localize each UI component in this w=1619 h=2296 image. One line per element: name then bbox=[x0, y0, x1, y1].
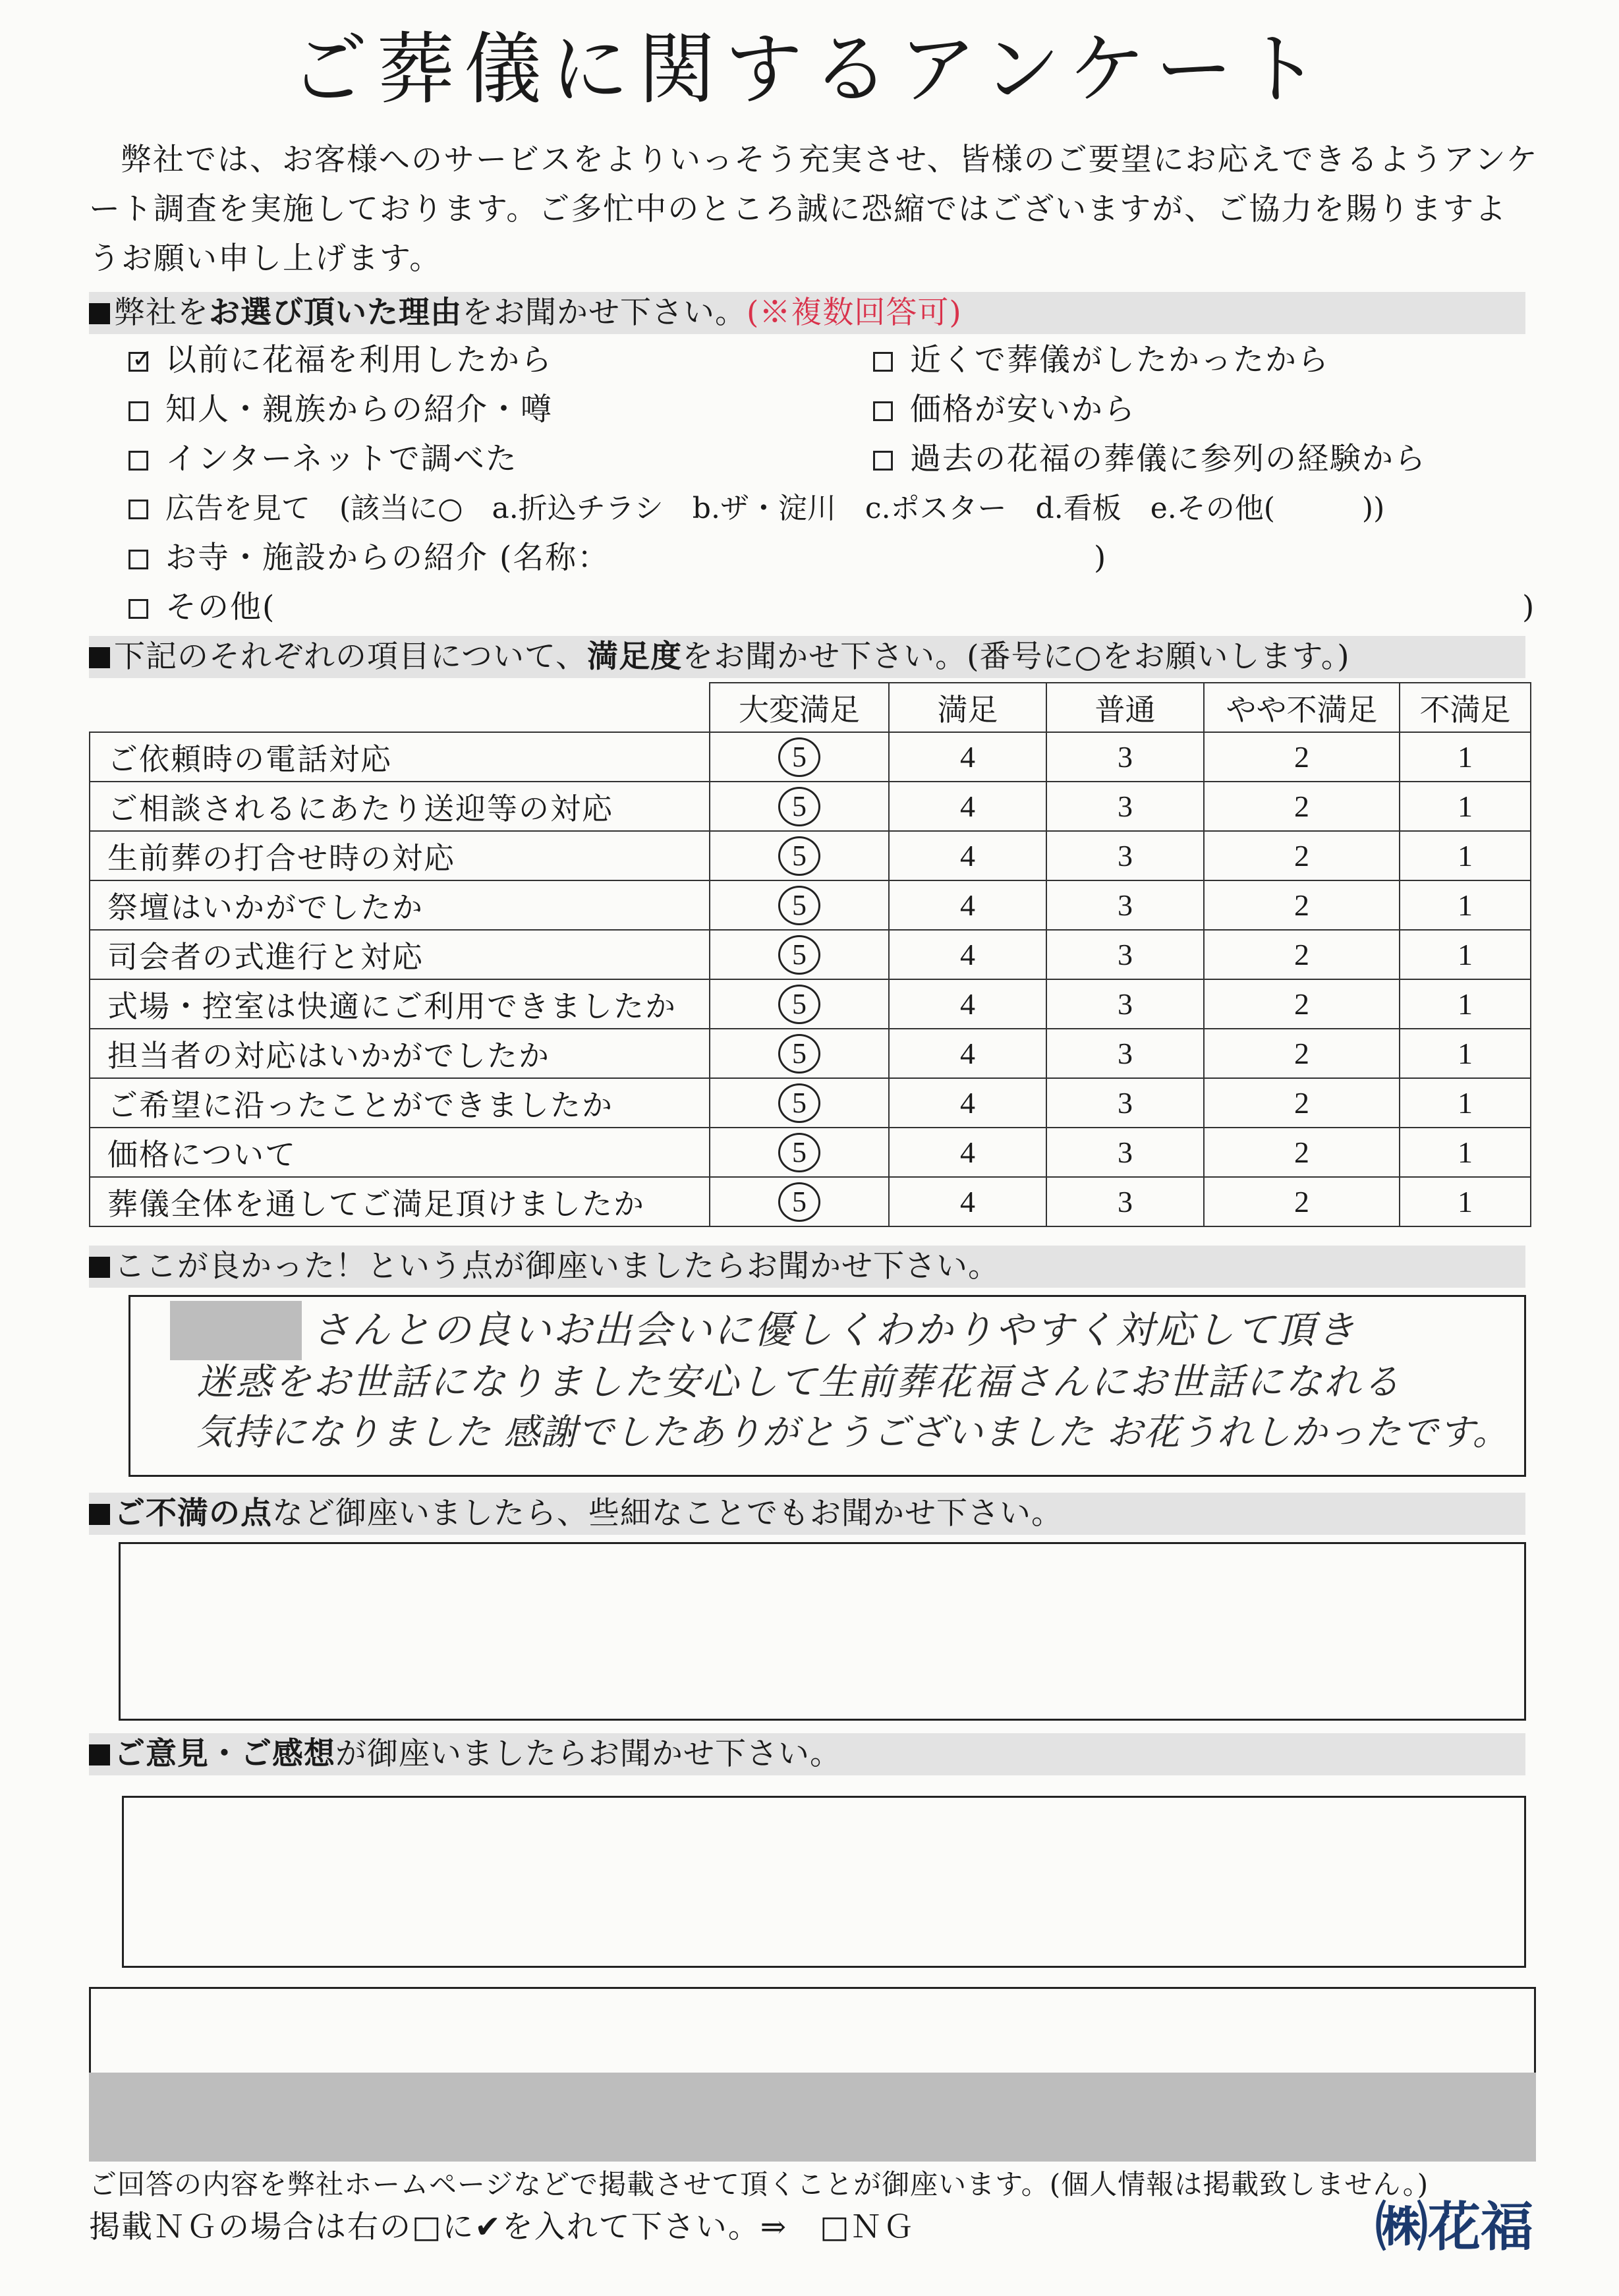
score-cell[interactable] bbox=[710, 782, 889, 831]
section-reason-prefix: 弊社を bbox=[114, 295, 209, 331]
option-past-attendance[interactable] bbox=[873, 438, 1427, 480]
score-option: 3 bbox=[1118, 1037, 1133, 1070]
header-blank bbox=[90, 683, 710, 732]
score-option: 2 bbox=[1294, 888, 1309, 922]
column-header: やや不満足 bbox=[1204, 683, 1400, 732]
close-paren: ) bbox=[1522, 589, 1536, 625]
score-cell[interactable] bbox=[1400, 1029, 1531, 1078]
company-logo: ㈱花福 bbox=[1375, 2196, 1533, 2258]
table-row bbox=[90, 831, 1531, 880]
question-cell: ご依頼時の電話対応 bbox=[90, 732, 710, 782]
score-option: 1 bbox=[1458, 1086, 1473, 1120]
score-cell[interactable] bbox=[889, 880, 1046, 930]
score-cell[interactable] bbox=[1400, 1128, 1531, 1177]
section-satisfaction-suffix: をお聞かせ下さい。(番号に○をお願いします。) bbox=[682, 639, 1350, 675]
score-cell[interactable] bbox=[1400, 831, 1531, 880]
score-cell[interactable] bbox=[1046, 732, 1204, 782]
section-marker-icon bbox=[89, 303, 110, 324]
option-label: 近くで葬儀がしたかったから bbox=[910, 342, 1330, 378]
table-row bbox=[90, 782, 1531, 831]
section-opinions-bold: ご意見・ご感想 bbox=[114, 1736, 335, 1772]
score-option: 1 bbox=[1458, 888, 1473, 922]
page-title: ご葬儀に関するアンケート bbox=[290, 24, 1329, 115]
score-option: 3 bbox=[1118, 888, 1133, 922]
score-cell[interactable] bbox=[1204, 1128, 1400, 1177]
table-row bbox=[90, 1128, 1531, 1177]
checkbox[interactable] bbox=[128, 451, 148, 471]
score-cell[interactable] bbox=[1400, 1078, 1531, 1128]
score-cell[interactable] bbox=[889, 831, 1046, 880]
score-option: 4 bbox=[960, 1185, 975, 1219]
section-satisfaction-bold: 満足度 bbox=[587, 639, 683, 675]
score-cell[interactable] bbox=[1046, 1078, 1204, 1128]
score-cell[interactable] bbox=[1046, 930, 1204, 979]
score-option: 4 bbox=[960, 987, 975, 1021]
satisfaction-table bbox=[89, 682, 1531, 1227]
score-cell[interactable] bbox=[1204, 1078, 1400, 1128]
score-cell[interactable] bbox=[1204, 782, 1400, 831]
handwriting-line: さんとの良いお出会いに優しくわかりやすく対応して頂き bbox=[312, 1307, 1357, 1352]
score-cell[interactable] bbox=[1400, 979, 1531, 1029]
selected-score-circle: 5 bbox=[778, 1083, 820, 1123]
multiple-answer-note: (※複数回答可) bbox=[747, 295, 962, 331]
option-internet[interactable] bbox=[128, 438, 518, 480]
section-complaints-suffix: など御座いましたら、些細なことでもお聞かせ下さい。 bbox=[272, 1495, 1063, 1532]
score-cell[interactable] bbox=[710, 1029, 889, 1078]
option-label: 過去の花福の葬儀に参列の経験から bbox=[910, 441, 1427, 477]
score-option: 4 bbox=[960, 1086, 975, 1120]
score-option: 1 bbox=[1458, 1185, 1473, 1219]
score-cell[interactable] bbox=[889, 930, 1046, 979]
handwriting-line: 迷惑をお世話になりました安心して生前葬花福さんにお世話になれる bbox=[196, 1361, 1402, 1404]
score-cell[interactable] bbox=[1046, 782, 1204, 831]
score-cell[interactable] bbox=[710, 1177, 889, 1226]
section-reason-suffix: をお聞かせ下さい。 bbox=[462, 295, 747, 331]
score-option: 2 bbox=[1294, 1086, 1309, 1120]
opinions-answer-box[interactable] bbox=[122, 1796, 1526, 1968]
section-complaints-bold: ご不満の点 bbox=[114, 1495, 272, 1532]
selected-score-circle: 5 bbox=[778, 737, 820, 777]
option-referral[interactable] bbox=[128, 389, 553, 431]
question-cell: 価格について bbox=[90, 1128, 710, 1177]
table-row bbox=[90, 1078, 1531, 1128]
score-cell[interactable] bbox=[1204, 880, 1400, 930]
score-cell[interactable] bbox=[1400, 930, 1531, 979]
checkbox[interactable] bbox=[128, 599, 148, 619]
question-cell: ご相談されるにあたり送迎等の対応 bbox=[90, 782, 710, 831]
score-option: 2 bbox=[1294, 789, 1309, 823]
score-option: 1 bbox=[1458, 789, 1473, 823]
option-temple-referral[interactable] bbox=[128, 537, 610, 579]
section-marker-icon bbox=[89, 647, 110, 668]
score-option: 4 bbox=[960, 789, 975, 823]
score-option: 2 bbox=[1294, 1037, 1309, 1070]
score-option: 1 bbox=[1458, 1135, 1473, 1169]
score-option: 3 bbox=[1118, 1135, 1133, 1169]
option-label: お寺・施設からの紹介 (名称： bbox=[165, 540, 610, 576]
checkbox[interactable] bbox=[128, 550, 148, 569]
checkbox[interactable] bbox=[128, 344, 154, 373]
checkmark-icon: ✓ bbox=[132, 344, 154, 373]
score-cell[interactable] bbox=[710, 732, 889, 782]
score-option: 2 bbox=[1294, 1135, 1309, 1169]
table-row bbox=[90, 930, 1531, 979]
score-cell[interactable] bbox=[1046, 831, 1204, 880]
score-option: 3 bbox=[1118, 1185, 1133, 1219]
score-option: 2 bbox=[1294, 839, 1309, 873]
section-reason-heading bbox=[89, 292, 1525, 334]
score-cell[interactable] bbox=[1400, 782, 1531, 831]
question-cell: 生前葬の打合せ時の対応 bbox=[90, 831, 710, 880]
score-option: 1 bbox=[1458, 1037, 1473, 1070]
score-option: 2 bbox=[1294, 1185, 1309, 1219]
selected-score-circle: 5 bbox=[778, 1133, 820, 1172]
score-option: 2 bbox=[1294, 987, 1309, 1021]
question-cell: 葬儀全体を通してご満足頂けましたか bbox=[90, 1177, 710, 1226]
score-option: 3 bbox=[1118, 938, 1133, 971]
option-label: 知人・親族からの紹介・噂 bbox=[165, 391, 553, 428]
selected-score-circle: 5 bbox=[778, 1034, 820, 1074]
score-option: 4 bbox=[960, 1135, 975, 1169]
score-cell[interactable] bbox=[1400, 732, 1531, 782]
score-cell[interactable] bbox=[1046, 979, 1204, 1029]
score-cell[interactable] bbox=[1046, 1029, 1204, 1078]
score-cell[interactable] bbox=[889, 1029, 1046, 1078]
section-satisfaction-prefix: 下記のそれぞれの項目について、 bbox=[114, 639, 588, 675]
customer-info-box[interactable] bbox=[89, 1987, 1536, 2077]
redacted-name bbox=[170, 1301, 302, 1360]
section-good-points-text: ここが良かった！という点が御座いましたらお聞かせ下さい。 bbox=[114, 1248, 1000, 1284]
score-option: 1 bbox=[1458, 987, 1473, 1021]
score-cell[interactable] bbox=[889, 782, 1046, 831]
score-cell[interactable] bbox=[1204, 1177, 1400, 1226]
score-cell[interactable] bbox=[1204, 831, 1400, 880]
option-label: 広告を見て (該当に○ a.折込チラシ b.ザ・淀川 c.ポスター d.看板 e.その他( )) bbox=[165, 492, 1385, 525]
option-advertisement[interactable] bbox=[128, 488, 1384, 530]
score-cell[interactable] bbox=[1204, 979, 1400, 1029]
table-row bbox=[90, 1177, 1531, 1226]
score-option: 4 bbox=[960, 740, 975, 774]
checkbox[interactable] bbox=[128, 401, 148, 421]
handwriting-line: 気持になりました 感謝でしたありがとうございました お花うれしかったです。 bbox=[196, 1411, 1510, 1453]
option-label: インターネットで調べた bbox=[165, 441, 518, 477]
question-cell: 式場・控室は快適にご利用できましたか bbox=[90, 979, 710, 1029]
score-cell[interactable] bbox=[889, 979, 1046, 1029]
score-cell[interactable] bbox=[710, 880, 889, 930]
score-option: 3 bbox=[1118, 839, 1133, 873]
section-marker-icon bbox=[89, 1744, 110, 1765]
score-cell[interactable] bbox=[710, 831, 889, 880]
section-satisfaction-heading bbox=[89, 636, 1525, 678]
score-cell[interactable] bbox=[710, 979, 889, 1029]
score-cell[interactable] bbox=[710, 930, 889, 979]
column-header: 大変満足 bbox=[710, 683, 889, 732]
selected-score-circle: 5 bbox=[778, 836, 820, 876]
selected-score-circle: 5 bbox=[778, 886, 820, 925]
question-cell: 祭壇はいかがでしたか bbox=[90, 880, 710, 930]
checkbox[interactable] bbox=[128, 500, 148, 519]
score-cell[interactable] bbox=[889, 732, 1046, 782]
score-cell[interactable] bbox=[1204, 930, 1400, 979]
score-cell[interactable] bbox=[1204, 732, 1400, 782]
question-cell: 担当者の対応はいかがでしたか bbox=[90, 1029, 710, 1078]
score-option: 2 bbox=[1294, 938, 1309, 971]
option-label: 価格が安いから bbox=[910, 391, 1136, 428]
section-complaints-heading bbox=[89, 1493, 1525, 1535]
complaints-answer-box[interactable] bbox=[119, 1542, 1526, 1721]
table-row bbox=[90, 880, 1531, 930]
selected-score-circle: 5 bbox=[778, 787, 820, 826]
question-cell: 司会者の式進行と対応 bbox=[90, 930, 710, 979]
good-points-answer-box[interactable] bbox=[128, 1295, 1526, 1477]
score-cell[interactable] bbox=[889, 1128, 1046, 1177]
score-option: 3 bbox=[1118, 1086, 1133, 1120]
table-row bbox=[90, 979, 1531, 1029]
close-paren: ) bbox=[1094, 540, 1108, 576]
score-option: 4 bbox=[960, 888, 975, 922]
checkbox[interactable] bbox=[873, 352, 893, 372]
score-cell[interactable] bbox=[889, 1078, 1046, 1128]
score-cell[interactable] bbox=[889, 1177, 1046, 1226]
option-nearby[interactable] bbox=[873, 339, 1330, 382]
section-opinions-suffix: が御座いましたらお聞かせ下さい。 bbox=[335, 1736, 841, 1772]
column-header: 普通 bbox=[1046, 683, 1204, 732]
score-cell[interactable] bbox=[1046, 1128, 1204, 1177]
score-option: 1 bbox=[1458, 839, 1473, 873]
score-cell[interactable] bbox=[1400, 1177, 1531, 1226]
score-cell[interactable] bbox=[1046, 1177, 1204, 1226]
option-cheap[interactable] bbox=[873, 389, 1136, 431]
checkbox[interactable] bbox=[873, 451, 893, 471]
section-good-points-heading bbox=[89, 1246, 1525, 1288]
publication-ng-instruction[interactable]: 掲載ＮＧの場合は右の□に✔を入れて下さい。⇒ □ＮＧ bbox=[89, 2209, 915, 2245]
score-option: 1 bbox=[1458, 938, 1473, 971]
section-reason-bold: お選び頂いた理由 bbox=[209, 295, 462, 331]
table-header-row bbox=[90, 683, 1531, 732]
score-option: 4 bbox=[960, 938, 975, 971]
option-label: 以前に花福を利用したから bbox=[165, 342, 553, 378]
section-opinions-heading bbox=[89, 1733, 1525, 1775]
table-row bbox=[90, 1029, 1531, 1078]
table-row bbox=[90, 732, 1531, 782]
score-option: 3 bbox=[1118, 740, 1133, 774]
option-other[interactable] bbox=[128, 587, 275, 629]
score-option: 2 bbox=[1294, 740, 1309, 774]
checkbox[interactable] bbox=[873, 401, 893, 421]
option-used-before[interactable] bbox=[128, 339, 553, 382]
publication-note: ご回答の内容を弊社ホームページなどで掲載させて頂くことが御座います。(個人情報は掲載致しません。) bbox=[89, 2168, 1429, 2200]
score-option: 3 bbox=[1118, 789, 1133, 823]
section-marker-icon bbox=[89, 1504, 110, 1525]
score-cell[interactable] bbox=[710, 1128, 889, 1177]
column-header: 不満足 bbox=[1400, 683, 1531, 732]
score-cell[interactable] bbox=[710, 1078, 889, 1128]
intro-paragraph: 弊社では、お客様へのサービスをよりいっそう充実させ、皆様のご要望にお応えできるようアンケート調査を実施しております。ご多忙中のところ誠に恐縮ではございますが、ご協力を賜りますようお願い申し上げます。 bbox=[89, 142, 1539, 277]
option-label: その他( bbox=[165, 589, 276, 625]
question-cell: ご希望に沿ったことができましたか bbox=[90, 1078, 710, 1128]
score-option: 4 bbox=[960, 1037, 975, 1070]
selected-score-circle: 5 bbox=[778, 1182, 820, 1222]
score-option: 1 bbox=[1458, 740, 1473, 774]
score-cell[interactable] bbox=[1400, 880, 1531, 930]
score-cell[interactable] bbox=[1204, 1029, 1400, 1078]
score-cell[interactable] bbox=[1046, 880, 1204, 930]
selected-score-circle: 5 bbox=[778, 985, 820, 1024]
column-header: 満足 bbox=[889, 683, 1046, 732]
selected-score-circle: 5 bbox=[778, 935, 820, 975]
score-option: 4 bbox=[960, 839, 975, 873]
redacted-info bbox=[89, 2073, 1536, 2162]
score-option: 3 bbox=[1118, 987, 1133, 1021]
section-marker-icon bbox=[89, 1257, 110, 1278]
